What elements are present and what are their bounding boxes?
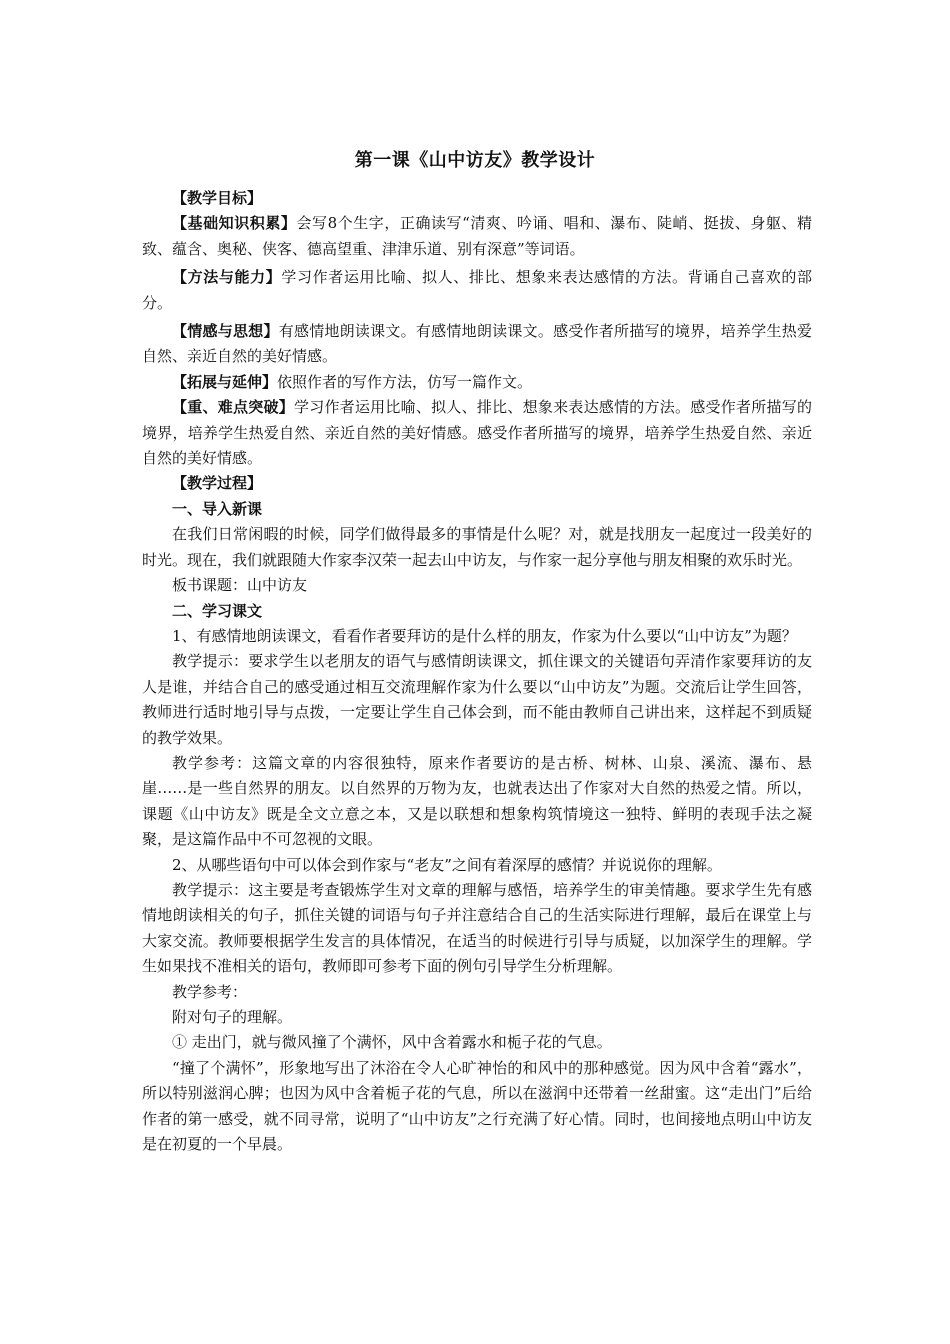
document-body [142, 186, 812, 1157]
process-heading: 【教学过程】 [172, 474, 263, 493]
teaching-tip-1: 教学提示：要求学生以老朋友的语气与感情朗读课文，抓住课文的关键语句弄清作家要拜访的友人是谁，并结合自己的感受通过相互交流理解作家为什么要以“山中访友”为题。交流后让学生回答，教师进行适时地引导与点拨，一定要让学生自己体会到，而不能由教师自己讲出来，这样起不到质疑的教学效果。 [142, 652, 812, 747]
goals-heading: 【教学目标】 [172, 189, 263, 207]
goal-method-ability [142, 265, 812, 316]
board-title: 板书课题：山中访友 [172, 576, 308, 595]
goal-text: 学习作者运用比喻、拟人、排比、想象来表达感情的方法。背诵自己喜欢的部分。 [142, 268, 812, 312]
section-heading-intro: 一、导入新课 [172, 499, 263, 518]
section-intro-paragraph: 在我们日常闲暇的时候，同学们做得最多的事情是什么呢？对，就是找朋友一起度过一段美好的时光。现在，我们就跟随大作家李汉荣一起去山中访友，与作家一起分享他与朋友相聚的欢乐时光。 [142, 525, 812, 569]
goal-label: 【方法与能力】 [172, 268, 282, 287]
teaching-reference-2: 教学参考： [172, 982, 248, 1001]
goal-text: 依照作者的写作方法，仿写一篇作文。 [277, 372, 533, 391]
goal-key-difficult-points [142, 395, 812, 471]
question-2: 2、从哪些语句中可以体会到作家与“老友”之间有着深厚的感情？并说说你的理解。 [172, 855, 722, 874]
goal-label: 【重、难点突破】 [172, 398, 294, 417]
goal-basic-knowledge [142, 211, 812, 262]
teaching-reference-1: 教学参考：这篇文章的内容很独特，原来作者要访的是古桥、树林、山泉、溪流、瀑布、悬崖……是一些自然界的朋友。以自然界的万物为友，也就表达出了作家对大自然的热爱之情。所以，课题《山中访友》既是全文立意之本，又是以联想和想象构筑情境这一独特、鲜明的表现手法之凝聚，是这篇作品中不可忽视的文眼。 [142, 753, 812, 849]
teaching-tip-2: 教学提示：这主要是考查锻炼学生对文章的理解与感悟，培养学生的审美情趣。要求学生先有感情地朗读相关的句子，抓住关键的词语与句子并注意结合自己的生活实际进行理解，最后在课堂上与大家交流。教师要根据学生发言的具体情况，在适当的时候进行引导与质疑，以加深学生的理解。学生如果找不准相关的语句，教师即可参考下面的例句引导学生分析理解。 [142, 880, 812, 976]
question-1: 1、有感情地朗读课文，看看作者要拜访的是什么样的朋友，作家为什么要以“山中访友”为题？ [172, 626, 797, 645]
section-heading-study: 二、学习课文 [172, 601, 263, 620]
appendix-note: 附对句子的理解。 [172, 1008, 293, 1026]
goal-text: 学习作者运用比喻、拟人、排比、想象来表达感情的方法。感受作者所描写的境界，培养学生热爱自然、亲近自然的美好情感。感受作者所描写的境界，培养学生热爱自然、亲近自然的美好情感。 [142, 398, 812, 468]
goal-emotion-thought [142, 319, 812, 370]
goal-extension [142, 370, 812, 395]
goal-label: 【基础知识积累】 [172, 214, 297, 233]
document-title: 第一课《山中访友》教学设计 [354, 150, 596, 171]
goal-label: 【拓展与延伸】 [172, 372, 278, 391]
goal-text: 会写8个生字，正确读写“清爽、吟诵、唱和、瀑布、陡峭、挺拔、身躯、精致、蕴含、奥秘、侠客、德高望重、津津乐道、别有深意”等词语。 [142, 214, 812, 258]
example-analysis-1: “撞了个满怀”，形象地写出了沐浴在令人心旷神怡的和风中的那种感觉。因为风中含着“露水”，所以特别滋润心脾；也因为风中含着栀子花的气息，所以在滋润中还带着一丝甜蜜。这“走出门”后给作者的第一感受，就不同寻常，说明了“山中访友”之行充满了好心情。同时，也间接地点明山中访友是在初夏的一个早晨。 [142, 1058, 812, 1154]
goal-text: 有感情地朗读课文。有感情地朗读课文。感受作者所描写的境界，培养学生热爱自然、亲近自然的美好情感。 [142, 322, 812, 366]
example-sentence-1: ① 走出门，就与微风撞了个满怀，风中含着露水和栀子花的气息。 [172, 1033, 612, 1052]
goal-label: 【情感与思想】 [172, 322, 279, 341]
